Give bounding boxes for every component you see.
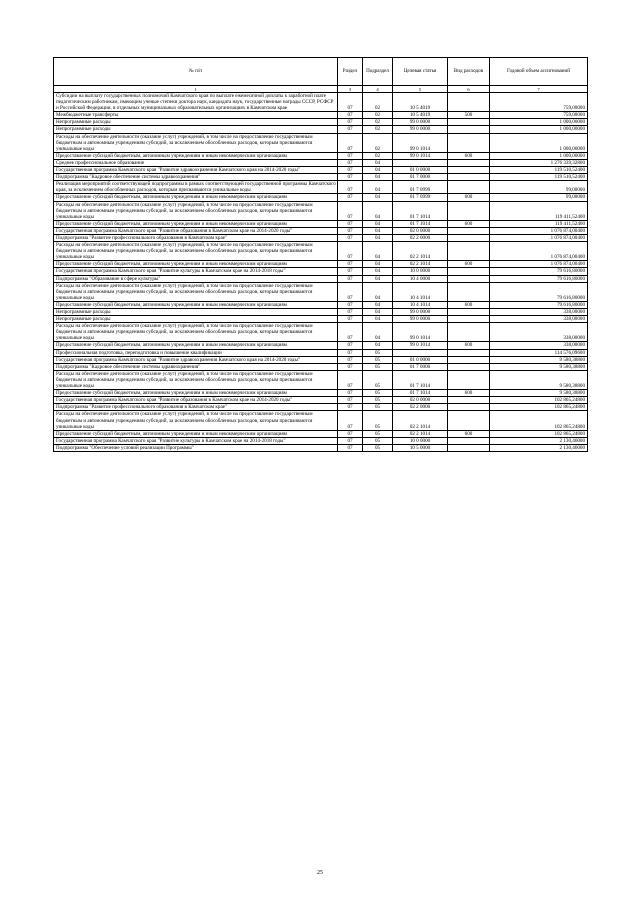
row-target-cell: 01 7 0999 xyxy=(393,181,448,194)
table-row xyxy=(54,301,588,308)
table-row xyxy=(54,323,588,342)
row-name-cell: Предоставление субсидий бюджетным, автономным учреждениям и иным некоммерческим организациям xyxy=(54,301,338,308)
row-expense-cell: 600 xyxy=(448,342,490,349)
row-expense-cell xyxy=(448,404,490,411)
row-name-cell: Предоставление субсидий бюджетным, автономным учреждениям и иным некоммерческим организациям xyxy=(54,261,338,268)
row-amount-cell: 114 576,09600 xyxy=(490,349,588,356)
table-row xyxy=(54,194,588,201)
row-expense-cell xyxy=(448,397,490,404)
row-amount-cell: 102 865,24800 xyxy=(490,430,588,437)
row-section-cell: 07 xyxy=(338,112,363,119)
row-target-cell: 99 0 1014 xyxy=(393,323,448,342)
row-subsection-cell: 05 xyxy=(363,437,393,444)
row-expense-cell xyxy=(448,126,490,133)
table-row xyxy=(54,316,588,323)
row-target-cell: 02 2 1014 xyxy=(393,242,448,261)
column-numbers-row xyxy=(54,86,588,93)
row-section-cell: 07 xyxy=(338,323,363,342)
row-expense-cell: 600 xyxy=(448,430,490,437)
row-target-cell: 99 0 0000 xyxy=(393,316,448,323)
row-section-cell: 07 xyxy=(338,220,363,227)
row-amount-cell: 79 616,80000 xyxy=(490,268,588,275)
budget-table xyxy=(53,57,588,452)
row-expense-cell xyxy=(448,316,490,323)
row-name-cell: Подпрограмма "Развитие профессионального образования в Камчатском крае" xyxy=(54,404,338,411)
row-target-cell: 99 0 1014 xyxy=(393,133,448,152)
row-name-cell: Профессиональная подготовка, переподготовка и повышение квалификации xyxy=(54,349,338,356)
row-expense-cell xyxy=(448,363,490,370)
table-row xyxy=(54,430,588,437)
table-row xyxy=(54,370,588,389)
header-section: Раздел xyxy=(338,58,363,86)
row-name-cell: Государственная программа Камчатского края "Развитие образования в Камчатском крае на 2014-2020 годы" xyxy=(54,227,338,234)
row-section-cell: 07 xyxy=(338,234,363,241)
row-expense-cell xyxy=(448,159,490,166)
row-subsection-cell: 02 xyxy=(363,112,393,119)
row-amount-cell: 759,00000 xyxy=(490,112,588,119)
row-name-cell: Государственная программа Камчатского края "Развитие культуры в Камчатском крае на 2014-2018 годы" xyxy=(54,437,338,444)
row-subsection-cell: 04 xyxy=(363,167,393,174)
row-section-cell: 07 xyxy=(338,261,363,268)
row-subsection-cell: 04 xyxy=(363,242,393,261)
row-target-cell: 10 5 0000 xyxy=(393,444,448,451)
row-amount-cell: 79 616,80000 xyxy=(490,301,588,308)
table-row xyxy=(54,93,588,112)
table-row xyxy=(54,282,588,301)
row-amount-cell: 1 076 874,00400 xyxy=(490,261,588,268)
row-subsection-cell: 04 xyxy=(363,159,393,166)
row-expense-cell: 600 xyxy=(448,194,490,201)
row-expense-cell xyxy=(448,323,490,342)
row-name-cell: Межбюджетные трансферты xyxy=(54,112,338,119)
row-amount-cell: 1 076 874,00400 xyxy=(490,227,588,234)
table-row xyxy=(54,159,588,166)
row-expense-cell xyxy=(448,444,490,451)
table-row xyxy=(54,404,588,411)
row-name-cell: Расходы на обеспечение деятельности (оказание услуг) учреждений, в том числе на предоставление государственным бюджетным и автономным учреждениям субсидий, за исключением обособленных расходов, которым присваиваются уникальные коды xyxy=(54,201,338,220)
row-section-cell: 07 xyxy=(338,119,363,126)
colnum-1: 1 xyxy=(54,86,338,93)
row-expense-cell: 600 xyxy=(448,390,490,397)
row-expense-cell xyxy=(448,411,490,430)
row-amount-cell: 9 580,38800 xyxy=(490,356,588,363)
row-name-cell: Расходы на обеспечение деятельности (оказание услуг) учреждений, в том числе на предоставление государственным бюджетным и автономным учреждениям субсидий, за исключением обособленных расходов, которым присваиваются уникальные коды xyxy=(54,370,338,389)
row-subsection-cell: 04 xyxy=(363,316,393,323)
row-subsection-cell: 04 xyxy=(363,227,393,234)
row-section-cell: 07 xyxy=(338,194,363,201)
table-row xyxy=(54,437,588,444)
row-subsection-cell: 02 xyxy=(363,152,393,159)
row-subsection-cell: 05 xyxy=(363,370,393,389)
row-expense-cell xyxy=(448,242,490,261)
row-subsection-cell: 05 xyxy=(363,356,393,363)
row-subsection-cell: 04 xyxy=(363,174,393,181)
row-section-cell: 07 xyxy=(338,93,363,112)
row-amount-cell: 759,00000 xyxy=(490,93,588,112)
row-target-cell: 02 0 0000 xyxy=(393,227,448,234)
row-expense-cell xyxy=(448,370,490,389)
row-expense-cell xyxy=(448,309,490,316)
row-expense-cell: 600 xyxy=(448,261,490,268)
row-expense-cell xyxy=(448,181,490,194)
header-target: Целевая статья xyxy=(393,58,448,86)
row-subsection-cell: 05 xyxy=(363,390,393,397)
row-section-cell: 07 xyxy=(338,268,363,275)
row-subsection-cell: 02 xyxy=(363,126,393,133)
table-row xyxy=(54,268,588,275)
row-target-cell: 01 0 0000 xyxy=(393,167,448,174)
row-target-cell xyxy=(393,159,448,166)
row-name-cell: Государственная программа Камчатского края "Развитие культуры в Камчатском крае на 2014-2018 годы" xyxy=(54,268,338,275)
row-target-cell: 10 5 4019 xyxy=(393,112,448,119)
row-expense-cell: 500 xyxy=(448,112,490,119)
header-subsection: Подраздел xyxy=(363,58,393,86)
row-section-cell: 07 xyxy=(338,152,363,159)
row-name-cell: Расходы на обеспечение деятельности (оказание услуг) учреждений, в том числе на предоставление государственным бюджетным и автономным учреждениям субсидий, за исключением обособленных расходов, которым присваиваются уникальные коды xyxy=(54,133,338,152)
row-section-cell: 07 xyxy=(338,370,363,389)
row-section-cell: 07 xyxy=(338,397,363,404)
row-name-cell: Реализация мероприятий соответствующей подпрограммы в рамках соответствующей государственной программы Камчатского края, за исключением обособленных расходов, которым присваиваются уникальные коды xyxy=(54,181,338,194)
row-subsection-cell: 04 xyxy=(363,301,393,308)
row-name-cell: Государственная программа Камчатского края "Развитие здравоохранения Камчатского края на 2014-2020 годы" xyxy=(54,167,338,174)
row-section-cell: 07 xyxy=(338,342,363,349)
table-row xyxy=(54,126,588,133)
table-row xyxy=(54,220,588,227)
row-expense-cell xyxy=(448,174,490,181)
row-expense-cell xyxy=(448,349,490,356)
row-name-cell: Предоставление субсидий бюджетным, автономным учреждениям и иным некоммерческим организациям xyxy=(54,390,338,397)
row-name-cell: Подпрограмма "Развитие профессионального образования в Камчатском крае" xyxy=(54,234,338,241)
row-target-cell: 02 0 0000 xyxy=(393,397,448,404)
table-row xyxy=(54,356,588,363)
table-row xyxy=(54,397,588,404)
row-name-cell: Предоставление субсидий бюджетным, автономным учреждениям и иным некоммерческим организациям xyxy=(54,194,338,201)
row-amount-cell: 79 616,80000 xyxy=(490,275,588,282)
row-amount-cell: 1 000,00000 xyxy=(490,133,588,152)
table-row xyxy=(54,227,588,234)
row-subsection-cell: 04 xyxy=(363,220,393,227)
budget-table-sheet xyxy=(53,57,587,452)
row-name-cell: Среднее профессиональное образование xyxy=(54,159,338,166)
row-expense-cell xyxy=(448,227,490,234)
row-amount-cell: 99,00000 xyxy=(490,194,588,201)
row-subsection-cell: 04 xyxy=(363,261,393,268)
table-row xyxy=(54,234,588,241)
row-expense-cell xyxy=(448,275,490,282)
row-target-cell: 01 0 0000 xyxy=(393,356,448,363)
row-name-cell: Подпрограмма "Кадровое обеспечение системы здравоохранения" xyxy=(54,363,338,370)
table-row xyxy=(54,444,588,451)
row-subsection-cell: 05 xyxy=(363,349,393,356)
row-section-cell: 07 xyxy=(338,316,363,323)
row-amount-cell: 119 510,52400 xyxy=(490,174,588,181)
row-amount-cell: 79 616,80000 xyxy=(490,282,588,301)
colnum-6: 6 xyxy=(448,86,490,93)
row-name-cell: Непрограммные расходы xyxy=(54,119,338,126)
row-amount-cell: 338,00000 xyxy=(490,316,588,323)
row-target-cell: 02 2 1014 xyxy=(393,411,448,430)
row-subsection-cell: 04 xyxy=(363,194,393,201)
header-expense: Вид расходов xyxy=(448,58,490,86)
row-subsection-cell: 05 xyxy=(363,411,393,430)
row-expense-cell xyxy=(448,234,490,241)
row-subsection-cell: 05 xyxy=(363,444,393,451)
row-section-cell: 07 xyxy=(338,181,363,194)
row-section-cell: 07 xyxy=(338,201,363,220)
row-subsection-cell: 04 xyxy=(363,181,393,194)
row-name-cell: Подпрограмма "Кадровое обеспечение системы здравоохранения" xyxy=(54,174,338,181)
page-number: 25 xyxy=(317,870,323,876)
table-row xyxy=(54,261,588,268)
row-name-cell: Расходы на обеспечение деятельности (оказание услуг) учреждений, в том числе на предоставление государственным бюджетным и автономным учреждениям субсидий, за исключением обособленных расходов, которым присваиваются уникальные коды xyxy=(54,282,338,301)
row-target-cell: 99 0 1014 xyxy=(393,342,448,349)
row-target-cell: 01 7 0000 xyxy=(393,174,448,181)
row-amount-cell: 119 411,52400 xyxy=(490,201,588,220)
row-subsection-cell: 04 xyxy=(363,275,393,282)
row-target-cell: 01 7 0999 xyxy=(393,194,448,201)
row-amount-cell: 99,00000 xyxy=(490,181,588,194)
colnum-5: 5 xyxy=(393,86,448,93)
row-subsection-cell: 02 xyxy=(363,119,393,126)
table-row xyxy=(54,152,588,159)
row-target-cell: 10 4 1014 xyxy=(393,282,448,301)
row-amount-cell: 102 865,24800 xyxy=(490,397,588,404)
row-section-cell: 07 xyxy=(338,430,363,437)
row-target-cell: 01 7 1014 xyxy=(393,370,448,389)
row-amount-cell: 119 510,52400 xyxy=(490,167,588,174)
row-section-cell: 07 xyxy=(338,282,363,301)
row-name-cell: Предоставление субсидий бюджетным, автономным учреждениям и иным некоммерческим организациям xyxy=(54,152,338,159)
row-target-cell: 10 5 4019 xyxy=(393,93,448,112)
row-amount-cell: 1 000,00000 xyxy=(490,152,588,159)
table-row xyxy=(54,275,588,282)
row-target-cell: 10 0 0000 xyxy=(393,268,448,275)
row-name-cell: Подпрограмма "Образование в сфере культуры" xyxy=(54,275,338,282)
colnum-3: 3 xyxy=(338,86,363,93)
row-amount-cell: 1 000,00000 xyxy=(490,119,588,126)
row-target-cell: 01 7 0000 xyxy=(393,363,448,370)
row-amount-cell: 338,00000 xyxy=(490,323,588,342)
row-name-cell: Непрограммные расходы xyxy=(54,309,338,316)
row-section-cell: 07 xyxy=(338,356,363,363)
row-section-cell: 07 xyxy=(338,242,363,261)
row-amount-cell: 1 076 874,00400 xyxy=(490,234,588,241)
row-expense-cell xyxy=(448,201,490,220)
colnum-7: 7 xyxy=(490,86,588,93)
row-amount-cell: 102 865,24800 xyxy=(490,404,588,411)
row-expense-cell xyxy=(448,282,490,301)
table-row xyxy=(54,133,588,152)
row-target-cell: 01 7 1014 xyxy=(393,201,448,220)
row-target-cell: 10 4 1014 xyxy=(393,301,448,308)
row-expense-cell xyxy=(448,119,490,126)
row-section-cell: 07 xyxy=(338,390,363,397)
row-expense-cell: 600 xyxy=(448,152,490,159)
row-amount-cell: 9 580,38800 xyxy=(490,370,588,389)
row-subsection-cell: 05 xyxy=(363,397,393,404)
row-subsection-cell: 05 xyxy=(363,404,393,411)
table-row xyxy=(54,119,588,126)
row-subsection-cell: 05 xyxy=(363,363,393,370)
row-section-cell: 07 xyxy=(338,309,363,316)
table-row xyxy=(54,342,588,349)
row-expense-cell xyxy=(448,133,490,152)
row-target-cell: 99 0 0000 xyxy=(393,119,448,126)
row-name-cell: Расходы на обеспечение деятельности (оказание услуг) учреждений, в том числе на предоставление государственным бюджетным и автономным учреждениям субсидий, за исключением обособленных расходов, которым присваиваются уникальные коды xyxy=(54,242,338,261)
row-target-cell: 01 7 1014 xyxy=(393,220,448,227)
row-amount-cell: 2 130,46000 xyxy=(490,444,588,451)
row-target-cell: 02 2 1014 xyxy=(393,430,448,437)
row-section-cell: 07 xyxy=(338,437,363,444)
row-section-cell: 07 xyxy=(338,167,363,174)
table-row xyxy=(54,201,588,220)
row-subsection-cell: 02 xyxy=(363,93,393,112)
row-amount-cell: 338,00000 xyxy=(490,309,588,316)
row-amount-cell: 9 580,38800 xyxy=(490,390,588,397)
row-expense-cell xyxy=(448,93,490,112)
row-expense-cell: 600 xyxy=(448,220,490,227)
header-amount: Годовой объем ассигнований xyxy=(490,58,588,86)
row-amount-cell: 9 580,38800 xyxy=(490,363,588,370)
row-amount-cell: 2 130,46000 xyxy=(490,437,588,444)
row-section-cell: 07 xyxy=(338,159,363,166)
table-row xyxy=(54,349,588,356)
header-name: № п/п xyxy=(54,58,338,86)
row-name-cell: Расходы на обеспечение деятельности (оказание услуг) учреждений, в том числе на предоставление государственным бюджетным и автономным учреждениям субсидий, за исключением обособленных расходов, которым присваиваются уникальные коды xyxy=(54,411,338,430)
row-section-cell: 07 xyxy=(338,404,363,411)
row-expense-cell xyxy=(448,356,490,363)
row-target-cell: 02 2 0000 xyxy=(393,234,448,241)
table-row xyxy=(54,363,588,370)
row-name-cell: Государственная программа Камчатского края "Развитие здравоохранения Камчатского края на 2014-2020 годы" xyxy=(54,356,338,363)
row-name-cell: Непрограммные расходы xyxy=(54,126,338,133)
table-header-row xyxy=(54,58,588,86)
row-amount-cell: 1 076 874,00400 xyxy=(490,242,588,261)
row-target-cell: 99 0 0000 xyxy=(393,126,448,133)
table-row xyxy=(54,174,588,181)
table-row xyxy=(54,309,588,316)
row-section-cell: 07 xyxy=(338,301,363,308)
row-expense-cell xyxy=(448,437,490,444)
row-subsection-cell: 04 xyxy=(363,268,393,275)
row-target-cell: 02 2 0000 xyxy=(393,404,448,411)
row-section-cell: 07 xyxy=(338,444,363,451)
row-section-cell: 07 xyxy=(338,133,363,152)
row-subsection-cell: 05 xyxy=(363,430,393,437)
row-name-cell: Субсидии на выплату государственных полномочий Камчатского края по выплате ежемесячной доплаты к заработной плате педагогическим работникам, имеющим ученые степени доктора наук, кандидата наук, государственные награды СССР, РСФСР и Российской Федерации, в отдельных муниципальных образовательных организациях в Камчатском крае xyxy=(54,93,338,112)
row-amount-cell: 1 276 339,32800 xyxy=(490,159,588,166)
row-target-cell: 10 4 0000 xyxy=(393,275,448,282)
row-name-cell: Предоставление субсидий бюджетным, автономным учреждениям и иным некоммерческим организациям xyxy=(54,430,338,437)
row-amount-cell: 1 000,00000 xyxy=(490,126,588,133)
row-section-cell: 07 xyxy=(338,227,363,234)
row-expense-cell xyxy=(448,268,490,275)
row-target-cell: 10 0 0000 xyxy=(393,437,448,444)
table-row xyxy=(54,242,588,261)
row-subsection-cell: 04 xyxy=(363,234,393,241)
row-section-cell: 07 xyxy=(338,349,363,356)
row-subsection-cell: 02 xyxy=(363,133,393,152)
row-section-cell: 07 xyxy=(338,411,363,430)
table-row xyxy=(54,181,588,194)
row-subsection-cell: 04 xyxy=(363,323,393,342)
table-body xyxy=(54,86,588,452)
row-amount-cell: 338,00000 xyxy=(490,342,588,349)
row-section-cell: 07 xyxy=(338,275,363,282)
row-name-cell: Государственная программа Камчатского края "Развитие образования в Камчатском крае на 2014-2020 годы" xyxy=(54,397,338,404)
row-section-cell: 07 xyxy=(338,363,363,370)
row-amount-cell: 119 411,52400 xyxy=(490,220,588,227)
row-section-cell: 07 xyxy=(338,174,363,181)
row-amount-cell: 102 865,24800 xyxy=(490,411,588,430)
table-row xyxy=(54,112,588,119)
row-name-cell: Непрограммные расходы xyxy=(54,316,338,323)
row-target-cell xyxy=(393,349,448,356)
row-name-cell: Предоставление субсидий бюджетным, автономным учреждениям и иным некоммерческим организациям xyxy=(54,220,338,227)
row-target-cell: 02 2 1014 xyxy=(393,261,448,268)
row-name-cell: Расходы на обеспечение деятельности (оказание услуг) учреждений, в том числе на предоставление государственным бюджетным и автономным учреждениям субсидий, за исключением обособленных расходов, которым присваиваются уникальные коды xyxy=(54,323,338,342)
row-subsection-cell: 04 xyxy=(363,342,393,349)
row-name-cell: Предоставление субсидий бюджетным, автономным учреждениям и иным некоммерческим организациям xyxy=(54,342,338,349)
table-row xyxy=(54,167,588,174)
row-subsection-cell: 04 xyxy=(363,309,393,316)
row-expense-cell xyxy=(448,167,490,174)
row-expense-cell: 600 xyxy=(448,301,490,308)
row-target-cell: 99 0 1014 xyxy=(393,152,448,159)
colnum-4: 4 xyxy=(363,86,393,93)
row-target-cell: 99 0 0000 xyxy=(393,309,448,316)
row-target-cell: 01 7 1014 xyxy=(393,390,448,397)
table-row xyxy=(54,390,588,397)
row-subsection-cell: 04 xyxy=(363,282,393,301)
row-subsection-cell: 04 xyxy=(363,201,393,220)
row-section-cell: 07 xyxy=(338,126,363,133)
table-row xyxy=(54,411,588,430)
row-name-cell: Подпрограмма "Обеспечение условий реализации Программы" xyxy=(54,444,338,451)
